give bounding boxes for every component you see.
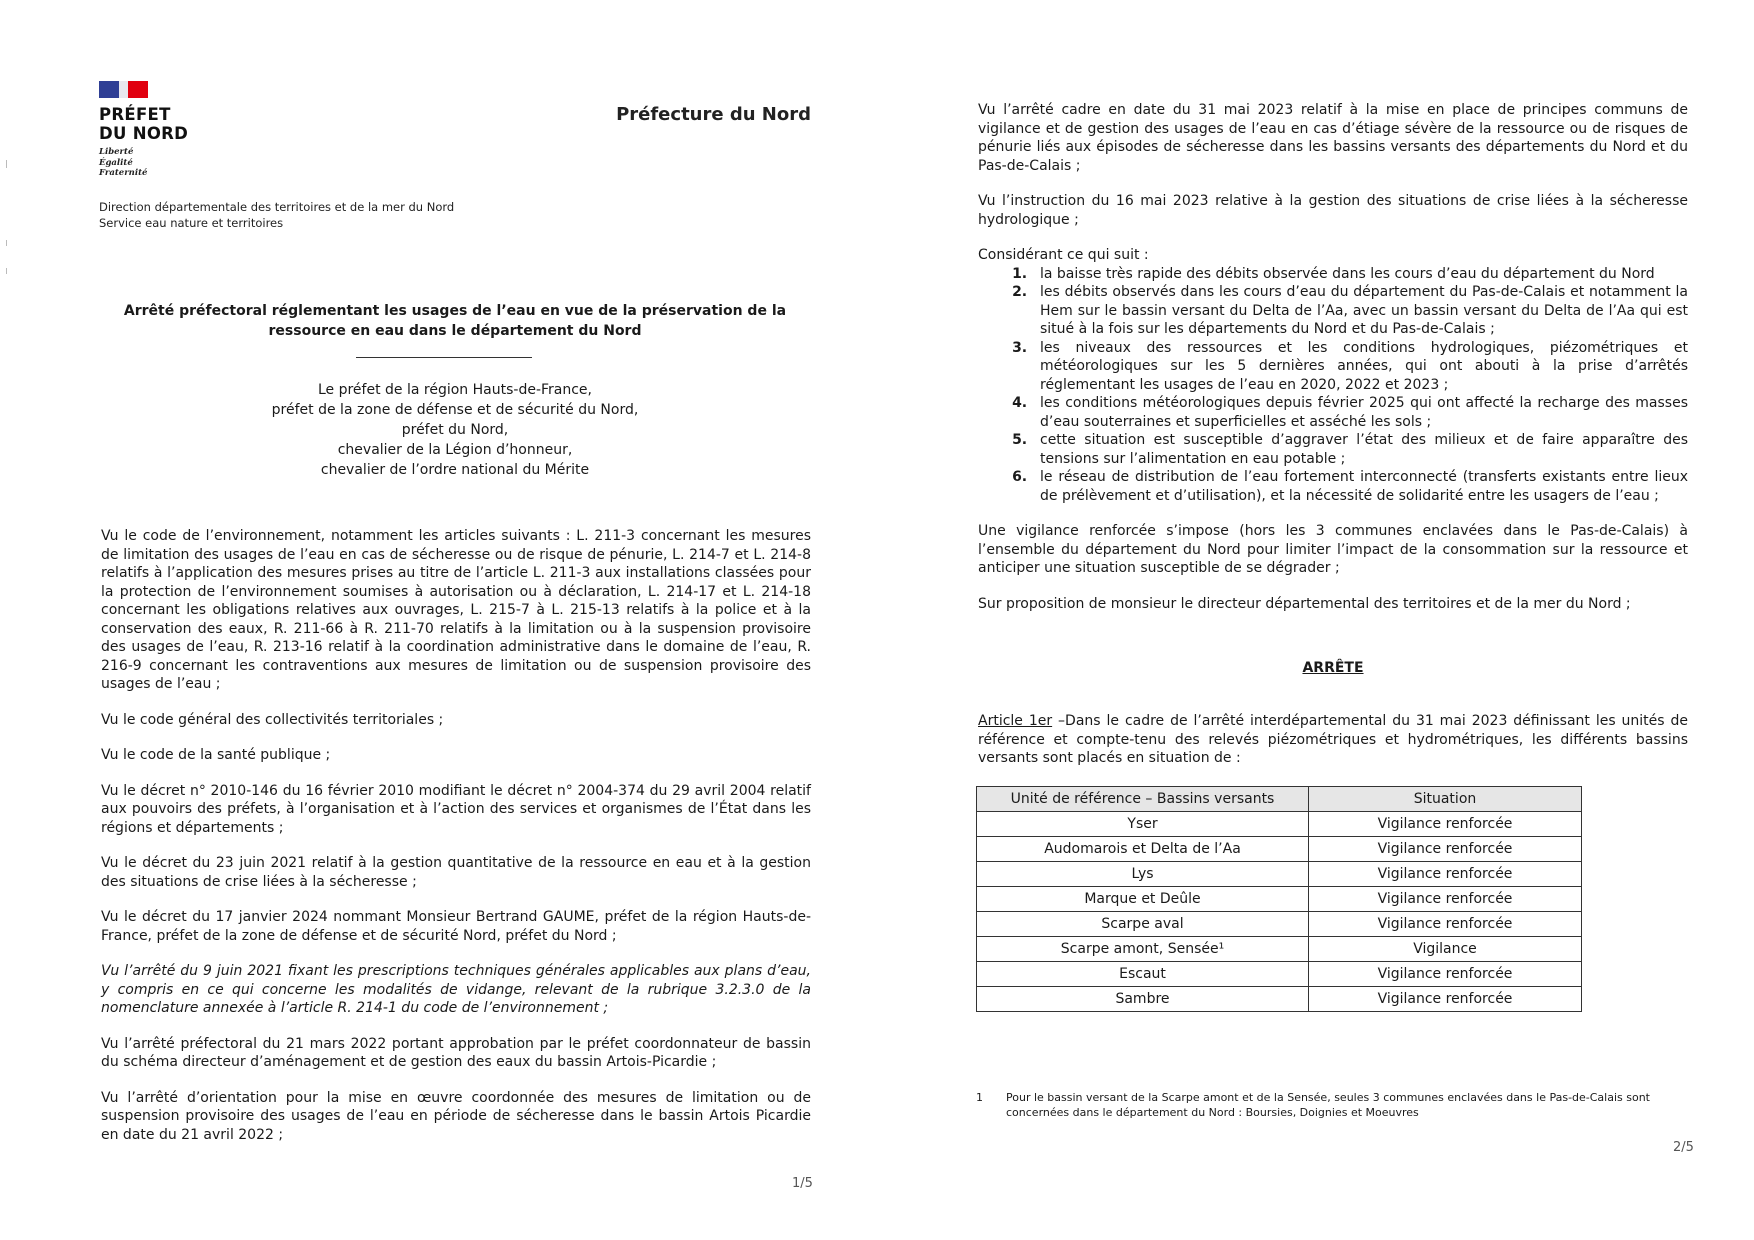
situation-cell: Vigilance <box>1309 937 1582 962</box>
considerant-item: 2. les débits observés dans les cours d’eau du département du Pas-de-Calais et notamment la Hem sur le bassin versant du Delta de l’Aa, avec un bassin versant du Delta de l’Aa qui est situé à la fois sur les départements du Nord et du Pas-de-Calais ; <box>1032 283 1688 339</box>
footnote-text: Pour le bassin versant de la Scarpe amont et de la Sensée, seules 3 communes enclavées dans le Pas-de-Calais sont concernées dans le département du Nord : Boursies, Doignies et Moeuvres <box>1006 1091 1650 1119</box>
article-1-text: –Dans le cadre de l’arrêté interdépartemental du 31 mai 2023 définissant les unités de référence et compte-tenu des relevés piézométriques et hydrométriques, les différents bassins versants sont placés en situation de : <box>978 713 1688 766</box>
table-row <box>977 937 1582 962</box>
table-row <box>977 887 1582 912</box>
situation-cell: Vigilance renforcée <box>1309 987 1582 1012</box>
considerant-item: 1. la baisse très rapide des débits observée dans les cours d’eau du département du Nord <box>1032 265 1688 284</box>
considerant-item: 4. les conditions météorologiques depuis février 2025 qui ont affecté la recharge des masses d’eau souterraines et superficielles et asséché les sols ; <box>1032 394 1688 431</box>
table-header-row <box>977 787 1582 812</box>
situation-cell: Vigilance renforcée <box>1309 837 1582 862</box>
scan-mark <box>6 268 7 274</box>
considerant-item: 3. les niveaux des ressources et les conditions hydrologiques, piézométriques et météorologiques sur les 5 dernières années, qui ont abouti à la prise d’arrêtés réglementant les usages de l’eau en 2020, 2022 et 2023 ; <box>1032 339 1688 395</box>
visa-paragraph: Vu le décret du 23 juin 2021 relatif à la gestion quantitative de la ressource en eau et à la gestion des situations de crise liées à la sécheresse ; <box>101 855 811 890</box>
visa-list <box>101 527 811 1161</box>
considerant-intro: Considérant ce qui suit : <box>978 247 1149 263</box>
situation-cell: Vigilance renforcée <box>1309 962 1582 987</box>
unit-cell: Scarpe amont, Sensée¹ <box>977 937 1309 962</box>
footnote-number: 1 <box>976 1091 983 1104</box>
republic-motto: Liberté Égalité Fraternité <box>99 147 148 178</box>
table-row <box>977 987 1582 1012</box>
visa-paragraph: Vu le code de l’environnement, notamment les articles suivants : L. 211-3 concernant les mesures de limitation des usages de l’eau en cas de sécheresse ou de risque de pénurie, L. 214-7 et L. 214-8 relatifs à l’application des mesures prises au titre de l’article L. 211-3 aux installations classées pour la protection de l’environnement soumises à autorisation ou à déclaration, L. 214-17 et L. 214-18 concernant les obligations relatives aux ouvrages, L. 215-7 à L. 215-13 relatifs à la police et à la conservation des eaux, R. 211-66 à R. 211-70 relatifs à la limitation ou à la suspension provisoire des usages de l’eau, R. 213-16 relatif à la coordination administrative dans le domaine de l’eau, R. 216-9 concernant les contraventions aux mesures de limitation ou de suspension provisoire des usages de l’eau ; <box>101 528 811 692</box>
prefet-titles: Le préfet de la région Hauts-de-France, préfet de la zone de défense et de sécurité du Nord, préfet du Nord, chevalier de la Légion d’honneur, chevalier de l’ordre national du Mérite <box>271 382 639 478</box>
situation-cell: Vigilance renforcée <box>1309 887 1582 912</box>
scan-mark <box>6 240 7 246</box>
unit-cell: Escaut <box>977 962 1309 987</box>
visa-paragraph: Vu l’arrêté d’orientation pour la mise en œuvre coordonnée des mesures de limitation ou de suspension provisoire des usages de l’eau en période de sécheresse dans le bassin Artois Picardie en date du 21 avril 2022 ; <box>101 1089 811 1143</box>
page-number: 1/5 <box>792 1176 813 1191</box>
document-page-2 <box>877 0 1754 1240</box>
issuing-service: Direction départementale des territoires et de la mer du Nord Service eau nature et territoires <box>99 200 455 230</box>
visa-paragraph: Vu le décret du 17 janvier 2024 nommant Monsieur Bertrand GAUME, préfet de la région Hauts-de-France, préfet de la zone de défense et de sécurité Nord, préfet du Nord ; <box>101 909 811 944</box>
table-row <box>977 862 1582 887</box>
proposition-paragraph: Sur proposition de monsieur le directeur départemental des territoires et de la mer du Nord ; <box>978 595 1631 612</box>
scan-mark <box>6 160 7 168</box>
table-row <box>977 812 1582 837</box>
footnote <box>976 1090 1676 1120</box>
visa-paragraph: Vu l’arrêté préfectoral du 21 mars 2022 portant approbation par le préfet coordonnateur de bassin du schéma directeur d’aménagement et de gestion des eaux du bassin Artois-Picardie ; <box>101 1035 811 1070</box>
visa-paragraph: Vu l’arrêté du 9 juin 2021 fixant les prescriptions techniques générales applicables aux plans d’eau, y compris en ce qui concerne les modalités de vidange, relevant de la rubrique 3.2.3.0 de la nomenclature annexée à l’article R. 214-1 du code de l’environnement ; <box>101 963 811 1016</box>
unit-cell: Marque et Deûle <box>977 887 1309 912</box>
table-row <box>977 962 1582 987</box>
column-header-unite: Unité de référence – Bassins versants <box>977 787 1309 812</box>
article-1 <box>978 712 1688 768</box>
prefecture-name: Préfecture du Nord <box>616 104 811 125</box>
unit-cell: Sambre <box>977 987 1309 1012</box>
republique-flag-logo <box>99 81 149 98</box>
unit-cell: Lys <box>977 862 1309 887</box>
vigilance-paragraph: Une vigilance renforcée s’impose (hors les 3 communes enclavées dans le Pas-de-Calais) à l’ensemble du département du Nord pour limiter l’impact de la consommation sur la ressource et anticiper une situation susceptible de se dégrader ; <box>978 523 1688 576</box>
page2-body <box>978 101 1688 630</box>
visa-paragraph: Vu le code général des collectivités territoriales ; <box>101 711 444 728</box>
unit-cell: Scarpe aval <box>977 912 1309 937</box>
considerant-item: 5. cette situation est susceptible d’aggraver l’état des milieux et de faire apparaître des tensions sur l’alimentation en eau potable ; <box>1032 431 1688 468</box>
considerant-item: 6. le réseau de distribution de l’eau fortement interconnecté (transferts existants entre lieux de prélèvement et d’utilisation), et la nécessité de solidarité entre les usagers de l’eau ; <box>1032 468 1688 505</box>
table-row <box>977 912 1582 937</box>
page-number: 2/5 <box>1673 1140 1694 1155</box>
visa-paragraph: Vu le code de la santé publique ; <box>101 747 331 763</box>
prefet-logo-text: PRÉFET DU NORD <box>99 105 189 143</box>
unit-cell: Audomarois et Delta de l’Aa <box>977 837 1309 862</box>
visa-paragraph: Vu l’instruction du 16 mai 2023 relative à la gestion des situations de crise liées à la sécheresse hydrologique ; <box>978 193 1688 228</box>
situation-cell: Vigilance renforcée <box>1309 812 1582 837</box>
unit-cell: Yser <box>977 812 1309 837</box>
situation-cell: Vigilance renforcée <box>1309 912 1582 937</box>
visa-paragraph: Vu l’arrêté cadre en date du 31 mai 2023 relatif à la mise en place de principes communs de vigilance et de gestion des usages de l’eau en cas d’étiage sévère de la ressource ou de risques de pénurie liés aux épisodes de sécheresse dans les bassins versants des départements du Nord et du Pas-de-Calais ; <box>978 102 1688 174</box>
table-row <box>977 837 1582 862</box>
column-header-situation: Situation <box>1309 787 1582 812</box>
bassins-versants-table <box>976 786 1582 1012</box>
decree-title: Arrêté préfectoral réglementant les usages de l’eau en vue de la préservation de la ressource en eau dans le département du Nord <box>123 303 787 339</box>
article-1-label: Article 1er <box>978 713 1053 729</box>
arrete-heading: ARRÊTE <box>1302 660 1364 676</box>
considerant-list <box>978 265 1688 506</box>
visa-paragraph: Vu le décret n° 2010-146 du 16 février 2010 modifiant le décret n° 2004-374 du 29 avril 2004 relatif aux pouvoirs des préfets, à l’organisation et à l’action des services et organismes de l’État dans les régions et départements ; <box>101 782 811 836</box>
title-divider <box>356 357 532 358</box>
situation-cell: Vigilance renforcée <box>1309 862 1582 887</box>
